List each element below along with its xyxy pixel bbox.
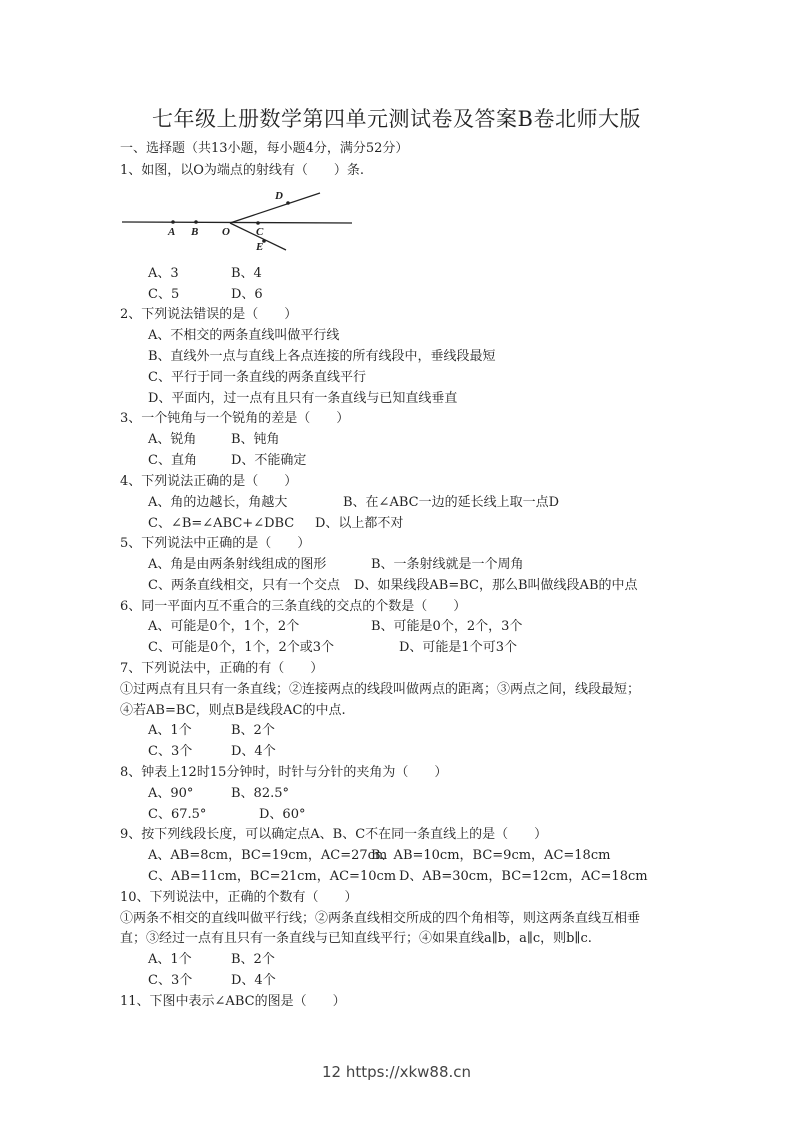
option-b[interactable]: B、一条射线就是一个周角	[371, 557, 524, 572]
option-c[interactable]: C、可能是0个，1个，2个或3个	[148, 640, 335, 655]
option-a[interactable]: A、1个	[148, 952, 192, 967]
option-row	[148, 266, 262, 282]
page-footer: 12 https://xkw88.cn	[321, 1063, 472, 1081]
option-a[interactable]: A、不相交的两条直线叫做平行线	[148, 328, 340, 343]
question-2-stem: 2、下列说法错误的是（ ）	[120, 307, 298, 322]
option-d[interactable]: D、可能是1个可3个	[399, 640, 517, 655]
option-row	[148, 287, 263, 303]
page-title: 七年级上册数学第四单元测试卷及答案B卷北师大版	[152, 107, 641, 131]
question-9-stem: 9、按下列线段长度，可以确定点A、B、C不在同一条直线上的是（ ）	[120, 827, 548, 842]
question-11-stem: 11、下图中表示∠ABC的图是（ ）	[120, 994, 346, 1009]
option-d[interactable]: D、60°	[259, 807, 306, 822]
option-row	[148, 848, 611, 864]
statement-line: ①两条不相交的直线叫做平行线；②两条直线相交所成的四个角相等，则这两条直线互相垂	[120, 911, 641, 926]
option-b[interactable]: B、直线外一点与直线上各点连接的所有线段中，垂线段最短	[148, 349, 496, 364]
option-c[interactable]: C、3个	[148, 973, 193, 988]
option-row	[148, 952, 275, 968]
option-row	[148, 723, 275, 739]
option-row	[148, 786, 289, 802]
option-d[interactable]: D、以上都不对	[315, 516, 404, 531]
option-row	[148, 432, 280, 448]
option-c[interactable]: C、3个	[148, 744, 193, 759]
question-5-stem: 5、下列说法中正确的是（ ）	[120, 536, 311, 551]
label-A: A	[168, 226, 176, 238]
option-d[interactable]: D、AB=30cm，BC=12cm，AC=18cm	[399, 869, 648, 884]
option-row	[148, 453, 307, 469]
option-a[interactable]: A、角的边越长，角越大	[148, 495, 288, 510]
option-c[interactable]: C、AB=11cm，BC=21cm，AC=10cm	[148, 869, 397, 884]
option-c[interactable]: C、平行于同一条直线的两条直线平行	[148, 370, 366, 385]
option-d[interactable]: D、6	[231, 287, 263, 302]
option-d[interactable]: D、不能确定	[231, 453, 307, 468]
section-heading: 一、选择题（共13小题，每小题4分，满分52分）	[120, 141, 409, 156]
option-b[interactable]: B、可能是0个，2个，3个	[371, 619, 523, 634]
option-a[interactable]: A、90°	[148, 786, 194, 801]
option-a[interactable]: A、1个	[148, 723, 192, 738]
option-a[interactable]: A、3	[148, 266, 179, 281]
question-10-stem: 10、下列说法中，正确的个数有（ ）	[120, 890, 358, 905]
option-row	[148, 640, 517, 656]
option-b[interactable]: B、AB=10cm，BC=9cm，AC=18cm	[371, 848, 611, 863]
label-C: C	[256, 226, 264, 238]
ray-figure	[118, 186, 358, 256]
statement-line: ①过两点有且只有一条直线；②连接两点的线段叫做两点的距离；③两点之间，线段最短；	[120, 682, 641, 697]
option-c[interactable]: C、67.5°	[148, 807, 207, 822]
option-c[interactable]: C、直角	[148, 453, 197, 468]
label-B: B	[191, 226, 199, 238]
option-b[interactable]: B、4	[231, 266, 262, 281]
option-d[interactable]: D、4个	[231, 744, 276, 759]
option-b[interactable]: B、2个	[231, 723, 275, 738]
option-row	[148, 807, 306, 823]
question-3-stem: 3、一个钝角与一个锐角的差是（ ）	[120, 411, 350, 426]
option-row	[148, 516, 404, 532]
option-d[interactable]: D、如果线段AB=BC，那么B叫做线段AB的中点	[354, 578, 638, 593]
option-d[interactable]: D、4个	[231, 973, 276, 988]
label-D: D	[275, 190, 283, 202]
option-row	[148, 495, 559, 511]
statement-line: 直；③经过一点有且只有一条直线与已知直线平行；④如果直线a∥b，a∥c，则b∥c.	[120, 931, 592, 946]
option-row	[148, 973, 276, 989]
question-4-stem: 4、下列说法正确的是（ ）	[120, 474, 298, 489]
option-a[interactable]: A、锐角	[148, 432, 197, 447]
question-1-stem: 1、如图，以O为端点的射线有（ ）条.	[120, 163, 365, 178]
option-row	[148, 744, 276, 760]
option-b[interactable]: B、82.5°	[231, 786, 289, 801]
option-c[interactable]: C、∠B=∠ABC+∠DBC	[148, 516, 295, 531]
option-b[interactable]: B、2个	[231, 952, 275, 967]
option-a[interactable]: A、可能是0个，1个，2个	[148, 619, 300, 634]
option-d[interactable]: D、平面内，过一点有且只有一条直线与已知直线垂直	[148, 391, 458, 406]
option-c[interactable]: C、5	[148, 287, 180, 302]
question-6-stem: 6、同一平面内互不重合的三条直线的交点的个数是（ ）	[120, 599, 467, 614]
option-row	[148, 578, 638, 594]
question-7-stem: 7、下列说法中，正确的有（ ）	[120, 661, 324, 676]
option-row	[148, 557, 524, 573]
statement-line: ④若AB=BC，则点B是线段AC的中点.	[120, 703, 346, 718]
label-O: O	[222, 226, 230, 238]
option-b[interactable]: B、在∠ABC一边的延长线上取一点D	[343, 495, 559, 510]
label-E: E	[256, 241, 264, 253]
option-a[interactable]: A、AB=8cm，BC=19cm，AC=27cm	[148, 848, 388, 863]
option-c[interactable]: C、两条直线相交，只有一个交点	[148, 578, 340, 593]
question-8-stem: 8、钟表上12时15分钟时，时针与分针的夹角为（ ）	[120, 765, 448, 780]
option-row	[148, 869, 648, 885]
option-b[interactable]: B、钝角	[231, 432, 280, 447]
option-row	[148, 619, 523, 635]
option-a[interactable]: A、角是由两条射线组成的图形	[148, 557, 327, 572]
